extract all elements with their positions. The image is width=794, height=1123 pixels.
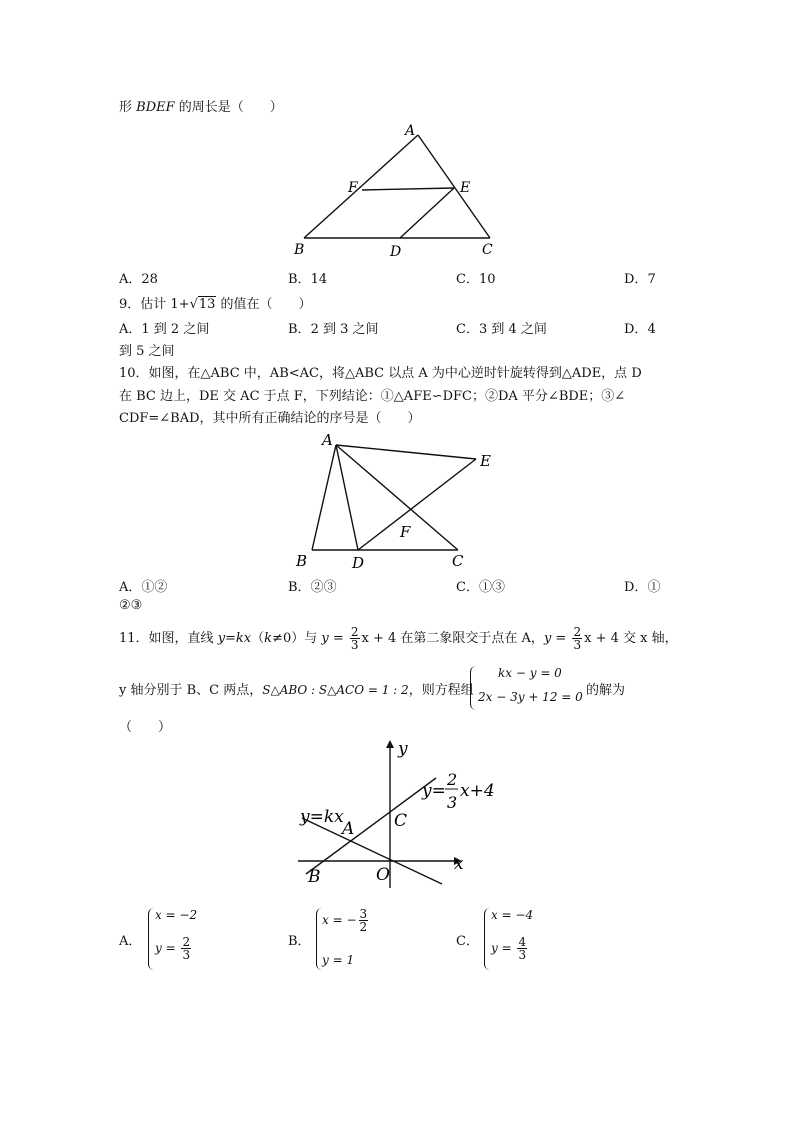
q10-label-b: B — [296, 552, 308, 570]
sqrt-sign: √ — [189, 297, 198, 312]
q10-option-d-wrap: ②③ — [119, 598, 143, 613]
q10-option-a[interactable]: A．①② — [119, 580, 168, 595]
q10-label-d: D — [352, 554, 365, 572]
q8-option-b[interactable]: B．14 — [288, 272, 328, 287]
q11-label-c: C — [394, 811, 408, 831]
fraction: $\frac{2}{3}$ — [182, 935, 191, 962]
q11-stem-line2: y 轴分别于 B、C 两点，S△ABO : S△ACO = 1 : 2，则方程组 — [119, 683, 474, 698]
q10-label-f: F — [400, 523, 411, 541]
q9-stem: 9．估计 1+√13 的值在（ ） — [119, 297, 312, 312]
q8-label-e: E — [460, 180, 471, 196]
q11-stem-suffix: 的解为 — [586, 683, 626, 698]
option-b-x: x = − $\frac{3}{2}$ — [322, 907, 368, 934]
q11-label-a: A — [342, 819, 355, 839]
q11-figure — [292, 738, 512, 898]
q10-label-c: C — [452, 552, 464, 570]
option-c-y: y = $\frac{4}{3}$ — [491, 935, 527, 962]
q11-option-a[interactable]: A． — [119, 934, 142, 949]
system-eq1: kx − y = 0 — [498, 666, 562, 680]
option-a-x: x = −2 — [155, 908, 198, 922]
q8-label-a: A — [405, 123, 416, 139]
q11-label-line2-a: y= — [422, 781, 446, 801]
q9-option-a[interactable]: A．1 到 2 之间 — [119, 322, 210, 337]
option-c-brace — [484, 908, 490, 970]
system-brace — [470, 666, 477, 710]
option-a-brace — [148, 908, 154, 970]
q10-label-a: A — [322, 431, 333, 449]
fraction: $\frac{4}{3}$ — [518, 935, 527, 962]
q10-label-e: E — [480, 452, 491, 470]
option-b-y: y = 1 — [322, 953, 355, 967]
q8-option-c[interactable]: C．10 — [456, 272, 496, 287]
q10-option-d[interactable]: D．① — [624, 580, 661, 595]
q11-stem-line1: 11．如图，直线 y=kx（k≠0）与 y = $\frac{2}{3}$ x + 4 在第二象限交于点在 A，y = $\frac{2}{3}$ x + 4 交 x 轴， — [119, 625, 678, 652]
system-eq2: 2x − 3y + 12 = 0 — [478, 690, 583, 704]
q11-label-line2-num: 2 — [447, 770, 458, 789]
q8-label-b: B — [294, 242, 305, 258]
q8-option-a[interactable]: A．28 — [119, 272, 158, 287]
q10-option-b[interactable]: B．②③ — [288, 580, 337, 595]
q9-option-d-wrap: 到 5 之间 — [119, 344, 175, 359]
q8-figure — [290, 120, 510, 260]
q11-label-x-axis: x — [454, 854, 464, 874]
q11-option-b[interactable]: B． — [288, 934, 311, 949]
fraction: $\frac{2}{3}$ — [573, 625, 582, 652]
q11-label-y-axis: y — [398, 739, 408, 759]
q11-option-c[interactable]: C． — [456, 934, 479, 949]
q8-label-c: C — [482, 242, 493, 258]
q11-label-b: B — [308, 867, 321, 887]
q11-label-line1: y=kx — [300, 807, 344, 827]
q9-option-d[interactable]: D．4 — [624, 322, 656, 337]
q10-option-c[interactable]: C．①③ — [456, 580, 505, 595]
q9-option-b[interactable]: B．2 到 3 之间 — [288, 322, 379, 337]
fraction: $\frac{3}{2}$ — [359, 907, 368, 934]
q11-label-line2-b: x+4 — [460, 781, 495, 801]
q8-stem: 形 BDEF 的周长是（ ） — [119, 100, 283, 115]
q10-stem-line3: CDF=∠BAD，其中所有正确结论的序号是（ ） — [119, 411, 421, 426]
q8-label-d: D — [390, 244, 402, 260]
q8-option-d[interactable]: D．7 — [624, 272, 656, 287]
q11-label-o: O — [376, 865, 390, 885]
q11-paren: （ ） — [119, 720, 172, 735]
q10-stem-line2: 在 BC 边上，DE 交 AC 于点 F，下列结论：①△AFE∽DFC；②DA 平分∠BDE；③∠ — [119, 389, 626, 404]
q9-option-c[interactable]: C．3 到 4 之间 — [456, 322, 547, 337]
q11-label-line2-den: 3 — [447, 793, 458, 812]
option-a-y: y = $\frac{2}{3}$ — [155, 935, 191, 962]
option-c-x: x = −4 — [491, 908, 534, 922]
q10-figure — [290, 425, 510, 575]
q10-stem-line1: 10．如图，在△ABC 中，AB<AC，将△ABC 以点 A 为中心逆时针旋转得到△ADE，点 D — [119, 366, 642, 381]
q8-label-f: F — [348, 180, 358, 196]
fraction: $\frac{2}{3}$ — [350, 625, 359, 652]
